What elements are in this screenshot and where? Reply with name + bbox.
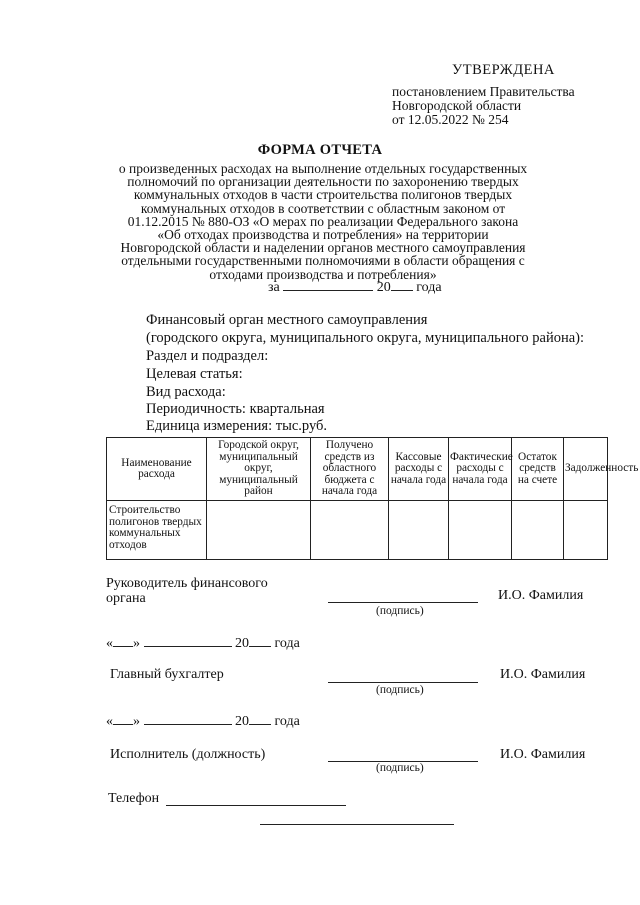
period-suffix: года xyxy=(416,280,442,295)
date-suffix: года xyxy=(274,714,300,729)
approval-line-1: постановлением Правительства xyxy=(392,84,575,99)
header-cell: Городской округ, муниципальный округ, муниципальный район xyxy=(207,438,311,501)
bottom-separator xyxy=(260,824,454,825)
accountant-sign-hint: (подпись) xyxy=(376,684,424,696)
date-year-blank xyxy=(249,634,271,647)
approval-line-3: от 12.05.2022 № 254 xyxy=(392,112,509,127)
target-label: Целевая статья: xyxy=(146,366,243,382)
date-1 xyxy=(106,634,300,652)
table-cell xyxy=(207,501,311,560)
date-quote-close: » xyxy=(133,636,140,651)
head-signature-line xyxy=(328,602,478,603)
table-header-row xyxy=(107,438,608,501)
accountant-name: И.О. Фамилия xyxy=(500,667,586,682)
date-quote-close: » xyxy=(133,714,140,729)
period-blank xyxy=(283,278,373,291)
date-year: 20 xyxy=(235,714,249,729)
fin-org-label: Финансовый орган местного самоуправления xyxy=(146,312,428,328)
head-label: Руководитель финансового органа xyxy=(106,576,268,606)
form-description: о произведенных расходах на выполнение отдельных государственных полномочий по организации деятельности по захоронению твердых коммунальных отходов в части строительства полигонов твердых коммунальных отходов в соответствии с областным законом от 01.12.2015 № 880-ОЗ «О мерах по реализации Федерального закона «Об отходах производства и потребления» на территории Новгородской области и наделении органов местного самоуправления отдельными государственными полномочиями в области обращения с отходами производства и потребления» xyxy=(118,161,528,282)
approval-line-2: Новгородской области xyxy=(392,98,522,113)
table-cell xyxy=(512,501,564,560)
accountant-signature-line xyxy=(328,682,478,683)
expense-type-label: Вид расхода: xyxy=(146,384,226,400)
periodicity-label: Периодичность: квартальная xyxy=(146,401,325,417)
executor-sign-hint: (подпись) xyxy=(376,762,424,774)
accountant-label: Главный бухгалтер xyxy=(110,667,224,682)
report-period xyxy=(268,278,442,296)
date-day-blank xyxy=(113,634,133,647)
header-cell: Получено средств из областного бюджета с начала года xyxy=(311,438,389,501)
table-cell xyxy=(564,501,608,560)
expense-table xyxy=(106,437,639,560)
table-cell xyxy=(389,501,449,560)
fin-org-sub-label: (городского округа, муниципального округа, муниципального района): xyxy=(146,330,585,346)
header-cell: Остаток средств на счете xyxy=(512,438,564,501)
header-cell: Фактические расходы с начала года xyxy=(449,438,512,501)
executor-label: Исполнитель (должность) xyxy=(110,747,266,762)
table-row xyxy=(107,501,608,560)
form-title: ФОРМА ОТЧЕТА xyxy=(257,142,383,158)
period-year-blank xyxy=(391,278,413,291)
date-suffix: года xyxy=(274,636,300,651)
table-cell xyxy=(311,501,389,560)
section-label: Раздел и подраздел: xyxy=(146,348,269,364)
table-cell: Строительство полигонов твердых коммунальных отходов xyxy=(107,501,207,560)
approval-title: УТВЕРЖДЕНА xyxy=(452,62,555,78)
date-quote-open: « xyxy=(106,636,113,651)
date-month-blank xyxy=(144,712,232,725)
date-year: 20 xyxy=(235,636,249,651)
phone-line xyxy=(166,805,346,806)
date-month-blank xyxy=(144,634,232,647)
period-prefix: за xyxy=(268,280,280,295)
head-sign-hint: (подпись) xyxy=(376,605,424,617)
phone-label: Телефон xyxy=(108,791,160,806)
date-year-blank xyxy=(249,712,271,725)
date-quote-open: « xyxy=(106,714,113,729)
date-day-blank xyxy=(113,712,133,725)
period-year: 20 xyxy=(376,280,391,295)
date-2 xyxy=(106,712,300,730)
head-name: И.О. Фамилия xyxy=(498,588,584,603)
header-cell: Кассовые расходы с начала года xyxy=(389,438,449,501)
table-cell xyxy=(449,501,512,560)
unit-label: Единица измерения: тыс.руб. xyxy=(146,418,328,434)
header-cell: Задолженность xyxy=(564,438,608,501)
header-cell: Наименование расхода xyxy=(107,438,207,501)
executor-name: И.О. Фамилия xyxy=(500,747,586,762)
